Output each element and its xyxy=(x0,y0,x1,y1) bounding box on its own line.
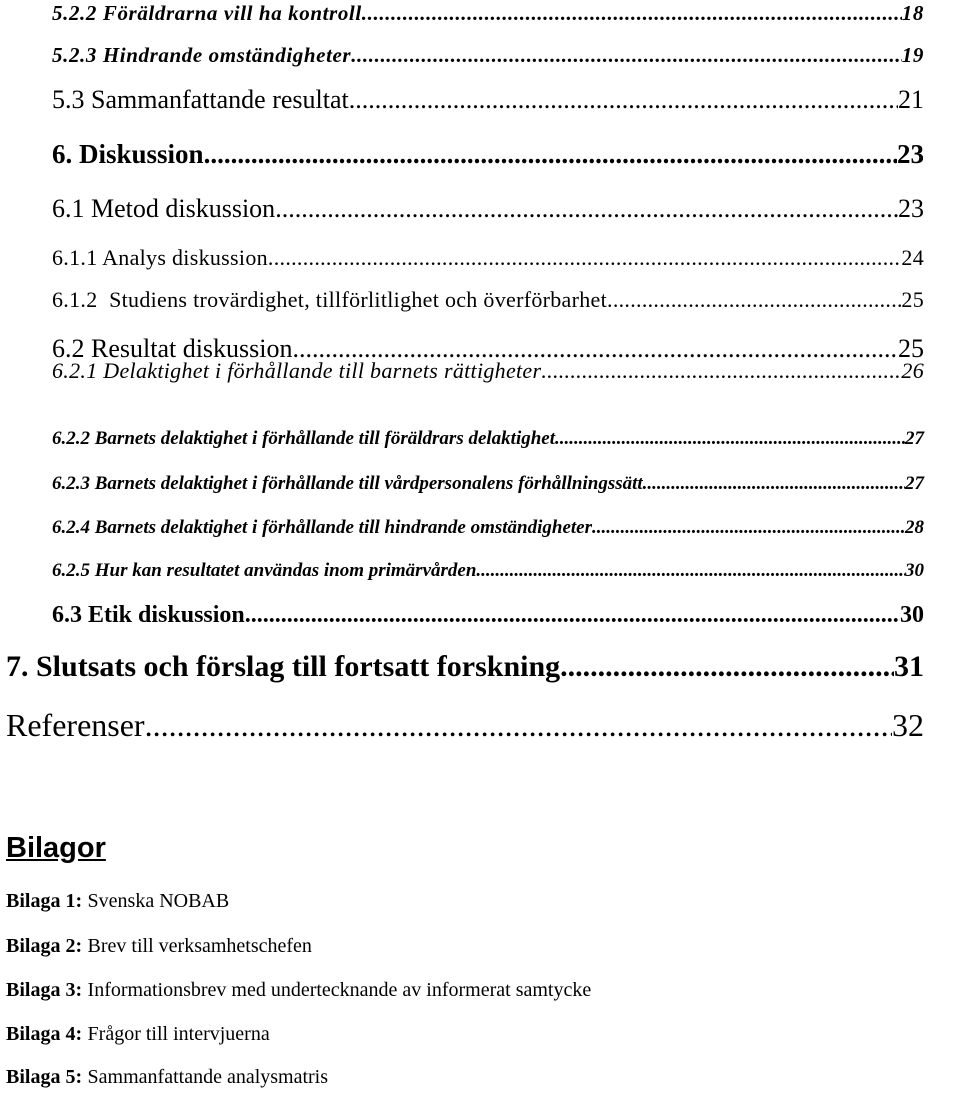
appendix-heading: Bilagor xyxy=(6,832,106,864)
toc-entry-title: 5.2.2 Föräldrarna vill ha kontroll xyxy=(52,1,362,25)
toc-entry-title: 6.2.2 Barnets delaktighet i förhållande till föräldrars delaktighet xyxy=(52,428,556,449)
toc-leader-dots xyxy=(362,1,902,26)
toc-leader-dots xyxy=(275,194,898,224)
toc-entry-title: 6.2.1 Delaktighet i förhållande till barnets rättigheter xyxy=(52,358,542,383)
appendix-item-label: Bilaga 3: xyxy=(6,979,83,1001)
toc-entry-page: 26 xyxy=(901,358,924,383)
toc-entry-page: 27 xyxy=(905,428,924,449)
toc-entry[interactable] xyxy=(52,1,924,26)
toc-entry[interactable] xyxy=(52,602,924,629)
toc-leader-dots xyxy=(145,707,892,744)
toc-leader-dots xyxy=(476,560,905,582)
toc-entry-title: 6.2.5 Hur kan resultatet användas inom primärvården xyxy=(52,560,477,581)
toc-entry-title: 6.3 Etik diskussion xyxy=(52,602,245,628)
toc-entry[interactable] xyxy=(52,139,924,170)
appendix-item xyxy=(6,890,229,913)
toc-leader-dots xyxy=(607,287,901,313)
appendix-item-label: Bilaga 1: xyxy=(6,890,83,912)
toc-entry[interactable] xyxy=(52,358,924,384)
appendix-item-text: Informationsbrev med undertecknande av informerat samtycke xyxy=(87,979,592,1001)
toc-entry-page: 30 xyxy=(900,602,924,628)
toc-entry-title: 6. Diskussion. xyxy=(52,139,211,169)
toc-leader-dots xyxy=(351,43,902,68)
toc-entry-page: 28 xyxy=(905,517,924,538)
toc-entry[interactable] xyxy=(52,194,924,224)
toc-entry-title: 7. Slutsats och förslag till fortsatt forskning xyxy=(6,650,561,683)
toc-entry-title: 5.3 Sammanfattande resultat xyxy=(52,85,349,114)
appendix-item-label: Bilaga 4: xyxy=(6,1023,83,1045)
toc-entry-page: 31 xyxy=(894,650,924,683)
toc-entry-page: 19 xyxy=(901,43,924,67)
toc-entry[interactable] xyxy=(6,707,924,744)
appendix-item-text: Sammanfattande analysmatris xyxy=(87,1066,329,1088)
toc-entry[interactable] xyxy=(52,43,924,68)
toc-entry-title: 6.2 Resultat diskussion xyxy=(52,334,293,363)
appendix-item-text: Svenska NOBAB xyxy=(87,890,230,912)
appendix-item xyxy=(6,935,312,958)
toc-entry-page: 18 xyxy=(901,1,924,25)
toc-entry[interactable] xyxy=(52,560,924,582)
toc-entry[interactable] xyxy=(52,473,924,495)
appendix-item xyxy=(6,979,591,1002)
appendix-item-label: Bilaga 5: xyxy=(6,1066,83,1088)
toc-leader-dots xyxy=(210,139,897,170)
toc-leader-dots xyxy=(541,358,901,384)
toc-leader-dots xyxy=(349,85,898,115)
toc-entry-page: 24 xyxy=(901,245,924,270)
toc-entry-title: 6.1.1 Analys diskussion xyxy=(52,245,268,270)
appendix-item xyxy=(6,1023,270,1046)
toc-leader-dots xyxy=(555,428,905,450)
toc-entry[interactable] xyxy=(52,245,924,271)
appendix-item xyxy=(6,1066,328,1089)
toc-entry-title: 5.2.3 Hindrande omständigheter xyxy=(52,43,352,67)
toc-leader-dots xyxy=(245,602,900,629)
toc-entry-page: 21 xyxy=(898,85,924,114)
toc-entry-title: 6.1.2 Studiens trovärdighet, tillförlitlighet och överförbarhet xyxy=(52,287,608,312)
toc-entry-title: Referenser xyxy=(6,707,145,743)
toc-entry[interactable] xyxy=(52,517,924,539)
toc-entry-page: 25 xyxy=(898,334,924,363)
toc-entry-title: 6.2.4 Barnets delaktighet i förhållande till hindrande omständigheter xyxy=(52,517,592,538)
toc-leader-dots xyxy=(592,517,905,539)
toc-entry-page: 25 xyxy=(901,287,924,312)
toc-leader-dots xyxy=(560,650,894,684)
toc-entry[interactable] xyxy=(6,650,924,684)
toc-entry[interactable] xyxy=(52,287,924,313)
appendix-item-label: Bilaga 2: xyxy=(6,935,83,957)
toc-entry[interactable] xyxy=(52,428,924,450)
toc-entry-title: 6.1 Metod diskussion xyxy=(52,194,276,223)
toc-entry-title: 6.2.3 Barnets delaktighet i förhållande till vårdpersonalens förhållningssätt xyxy=(52,473,643,494)
toc-entry[interactable] xyxy=(52,85,924,115)
toc-leader-dots xyxy=(643,473,905,495)
toc-leader-dots xyxy=(268,245,901,271)
toc-entry-page: 27 xyxy=(905,473,924,494)
toc-entry-page: 23 xyxy=(897,139,924,169)
toc-entry-page: 23 xyxy=(898,194,924,223)
toc-entry-page: 32 xyxy=(892,707,924,743)
toc-entry-page: 30 xyxy=(905,560,924,581)
appendix-item-text: Brev till verksamhetschefen xyxy=(87,935,312,957)
appendix-item-text: Frågor till intervjuerna xyxy=(87,1023,270,1045)
